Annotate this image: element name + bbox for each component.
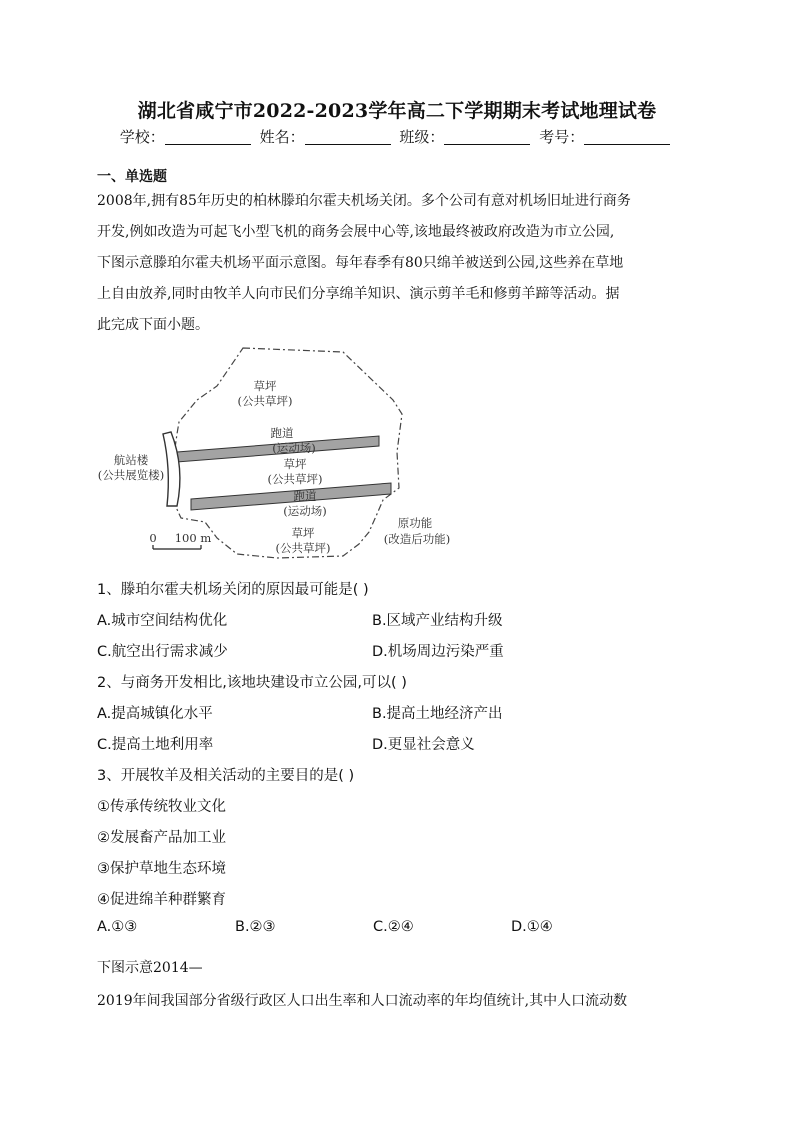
option-d[interactable]: D.机场周边污染严重 xyxy=(372,644,504,660)
passage-line: 此完成下面小题。 xyxy=(97,317,209,333)
label-runway-top: 跑道 xyxy=(270,426,294,440)
option-d[interactable]: D.更显社会意义 xyxy=(372,737,475,753)
option-c[interactable]: C.提高土地利用率 xyxy=(97,737,214,753)
class-blank[interactable] xyxy=(444,130,530,145)
passage-line: 上自由放养,同时由牧羊人向市民们分享绵羊知识、演示剪羊毛和修剪羊蹄等活动。据 xyxy=(97,286,620,302)
label-lawn-mid: 草坪 xyxy=(283,457,307,471)
school-blank[interactable] xyxy=(165,130,251,145)
option-b[interactable]: B.区域产业结构升级 xyxy=(372,613,503,629)
terminal-building xyxy=(163,432,180,506)
statement-2: ②发展畜产品加工业 xyxy=(97,830,226,846)
exam-number-blank[interactable] xyxy=(584,130,670,145)
question-2 xyxy=(97,671,697,761)
option-a[interactable]: A.提高城镇化水平 xyxy=(97,706,213,722)
section-heading: 一、单选题 xyxy=(97,169,167,185)
option-c[interactable]: C.②④ xyxy=(373,919,414,935)
question-stem: 2、与商务开发相比,该地块建设市立公园,可以( ) xyxy=(97,675,407,691)
option-d[interactable]: D.①④ xyxy=(511,919,553,935)
airport-map-figure xyxy=(97,342,469,560)
scale-label-length: 100 m xyxy=(174,531,212,545)
name-label: 姓名： xyxy=(259,128,305,146)
option-b[interactable]: B.提高土地经济产出 xyxy=(372,706,503,722)
passage-line: 2008年,拥有85年历史的柏林滕珀尔霍夫机场关闭。多个公司有意对机场旧址进行商务 xyxy=(97,193,631,209)
scale-label-zero: 0 xyxy=(149,531,157,545)
passage-line: 开发,例如改造为可起飞小型飞机的商务会展中心等,该地最终被政府改造为市立公园, xyxy=(97,224,615,240)
exam-title: 湖北省咸宁市2022-2023学年高二下学期期末考试地理试卷 xyxy=(137,100,657,122)
name-blank[interactable] xyxy=(305,130,391,145)
label-runway-bottom: 跑道 xyxy=(293,489,317,503)
option-a[interactable]: A.城市空间结构优化 xyxy=(97,613,228,629)
question-1 xyxy=(97,578,697,668)
exam-number-label: 考号： xyxy=(539,128,585,146)
option-b[interactable]: B.②③ xyxy=(235,919,276,935)
option-c[interactable]: C.航空出行需求减少 xyxy=(97,644,228,660)
label-lawn-mid-sub: (公共草坪) xyxy=(267,472,323,486)
passage-line: 2019年间我国部分省级行政区人口出生率和人口流动率的年均值统计,其中人口流动数 xyxy=(97,993,628,1009)
question-stem: 3、开展牧羊及相关活动的主要目的是( ) xyxy=(97,768,355,784)
airport-map xyxy=(97,342,469,560)
class-label: 班级： xyxy=(399,128,445,146)
label-lawn-top-sub: (公共草坪) xyxy=(237,394,293,408)
option-a[interactable]: A.①③ xyxy=(97,919,138,935)
legend-converted: (改造后功能) xyxy=(383,532,451,546)
label-terminal: 航站楼 xyxy=(113,453,149,467)
next-passage xyxy=(97,952,697,1018)
label-lawn-bottom: 草坪 xyxy=(291,526,315,540)
statement-3: ③保护草地生态环境 xyxy=(97,861,226,877)
passage-line: 下图示意2014— xyxy=(97,960,203,976)
student-info-row xyxy=(0,126,794,147)
label-lawn-bottom-sub: (公共草坪) xyxy=(275,541,331,555)
label-runway-bottom-sub: (运动场) xyxy=(283,504,327,518)
label-runway-top-sub: (运动场) xyxy=(272,441,316,455)
legend-original: 原功能 xyxy=(397,516,433,530)
passage-line: 下图示意滕珀尔霍夫机场平面示意图。每年春季有80只绵羊被送到公园,这些养在草地 xyxy=(97,255,624,271)
label-terminal-sub: (公共展览楼) xyxy=(97,468,165,482)
statement-4: ④促进绵羊种群繁育 xyxy=(97,892,226,908)
label-lawn-top: 草坪 xyxy=(253,379,277,393)
question-stem: 1、滕珀尔霍夫机场关闭的原因最可能是( ) xyxy=(97,582,369,598)
question-3 xyxy=(97,764,697,944)
school-label: 学校： xyxy=(119,128,165,146)
statement-1: ①传承传统牧业文化 xyxy=(97,799,226,815)
reading-passage xyxy=(97,186,693,341)
